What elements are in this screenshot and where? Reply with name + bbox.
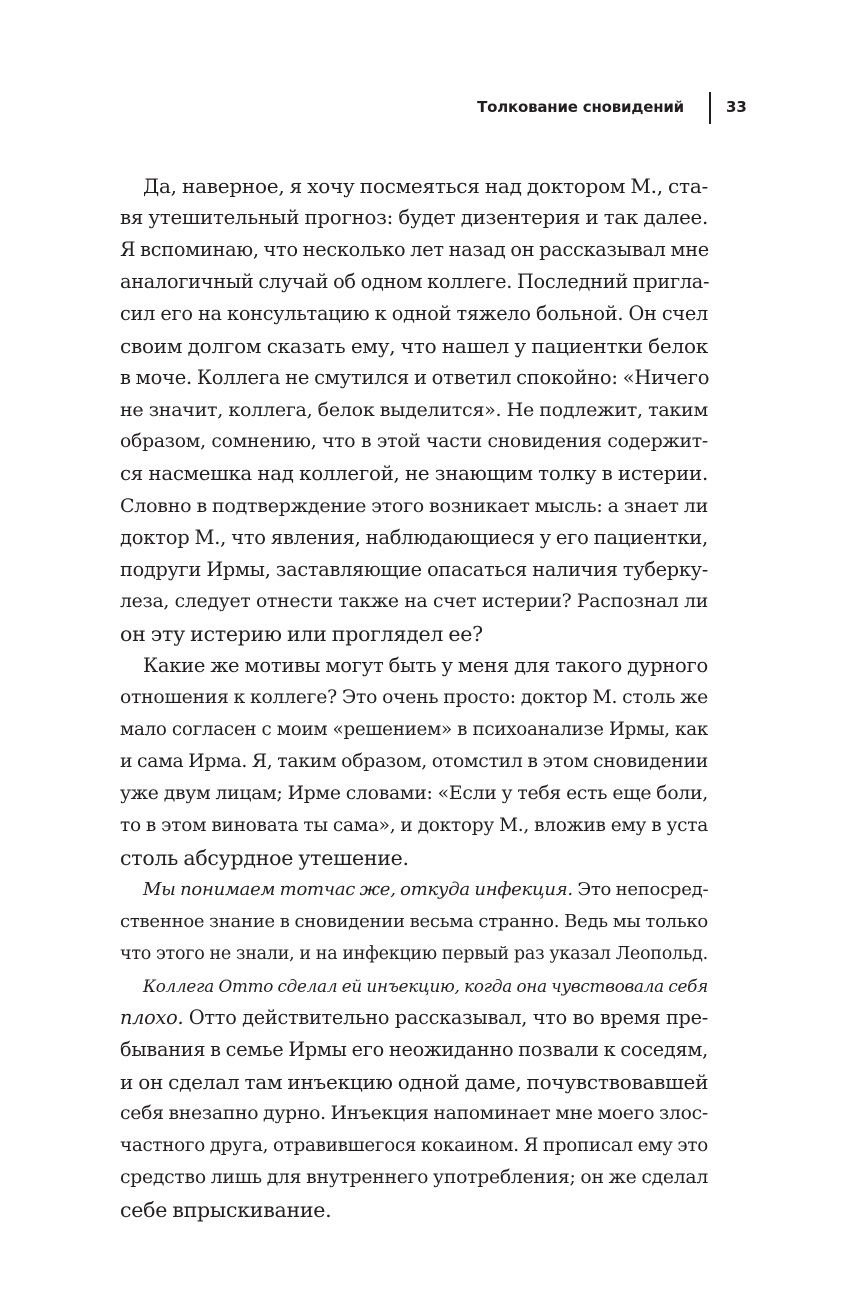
text-line: мало согласен с моим «решением» в психоанализе Ирмы, как [120, 719, 708, 740]
text-line: то в этом виновата ты сама», и доктору М., вложив ему в уста [120, 815, 708, 836]
text-line: ся насмешка над коллегой, не знающим толку в истерии. [120, 462, 708, 485]
text-line: доктор М., что явления, наблюдающиеся у его пациентки, [120, 526, 708, 549]
text-line [143, 970, 708, 1002]
text-line: частного друга, отравившегося кокаином. Я прописал ему это [120, 1135, 708, 1156]
text-line: Да, наверное, я хочу посмеяться над доктором М., ста- [143, 174, 708, 198]
text-line: себя внезапно дурно. Инъекция напоминает мне моего злос- [120, 1103, 708, 1124]
italic-quote: Мы понимаем тотчас же, откуда инфекция. [143, 879, 573, 900]
text-line: столь абсурдное утешение. [120, 846, 409, 870]
text-line: аналогичный случай об одном коллеге. Последний пригла- [120, 270, 710, 293]
text-line: подруги Ирмы, заставляющие опасаться наличия туберку- [120, 558, 708, 581]
text-line: себе впрыскивание. [120, 1198, 332, 1222]
text-line: своим долгом сказать ему, что нашел у пациентки белок [120, 334, 708, 358]
text-line: Мы понимаем тотчас же, откуда инфекция. Это непосред- [143, 879, 709, 900]
text-line: что этого не знали, и на инфекцию первый раз указал Леопольд. [120, 944, 708, 964]
header-divider [709, 92, 711, 124]
text-line: уже двум лицам; Ирме словами: «Если у тебя есть еще боли, [120, 783, 708, 804]
text-line: вя утешительный прогноз: будет дизентерия и так далее. [120, 206, 708, 229]
italic-quote: Коллега Отто сделал ей инъекцию, когда она чувствовала себя [143, 976, 708, 996]
text-line: плохо. Отто действительно рассказывал, что во время пре- [120, 1006, 708, 1029]
text-line: бывания в семье Ирмы его неожиданно позвали к соседям, [120, 1038, 708, 1061]
text-line: отношения к коллеге? Это очень просто: доктор М. столь же [120, 687, 708, 708]
text-line: леза, следует отнести также на счет истерии? Распознал ли [120, 591, 708, 612]
text-line: и он сделал там инъекцию одной даме, почувствовавшей [120, 1070, 709, 1094]
text-line: не значит, коллега, белок выделится». Не подлежит, таким [120, 399, 708, 421]
running-title: Толкование сновидений [477, 98, 684, 116]
text-line: он эту истерию или проглядел ее? [120, 622, 483, 646]
text-line: ственное знание в сновидении весьма странно. Ведь мы только [120, 911, 708, 932]
text-line: в моче. Коллега не смутился и ответил спокойно: «Ничего [120, 366, 710, 389]
text-line: образом, сомнению, что в этой части сновидения содержит- [120, 431, 708, 452]
text-line: и сама Ирма. Я, таким образом, отомстил в этом сновидении [120, 751, 708, 772]
text-line: Я вспоминаю, что несколько лет назад он рассказывал мне [120, 238, 709, 261]
text-line: сил его на консультацию к одной тяжело больной. Он счел [120, 302, 708, 325]
text-line: Словно в подтверждение этого возникает мысль: а знает ли [120, 495, 708, 517]
text-line: Какие же мотивы могут быть у меня для такого дурного [143, 654, 708, 677]
italic-quote: плохо. [120, 1006, 184, 1029]
page-number: 33 [726, 98, 747, 116]
running-head [0, 96, 844, 126]
text-line: средство лишь для внутреннего употребления; он же сделал [120, 1167, 708, 1188]
